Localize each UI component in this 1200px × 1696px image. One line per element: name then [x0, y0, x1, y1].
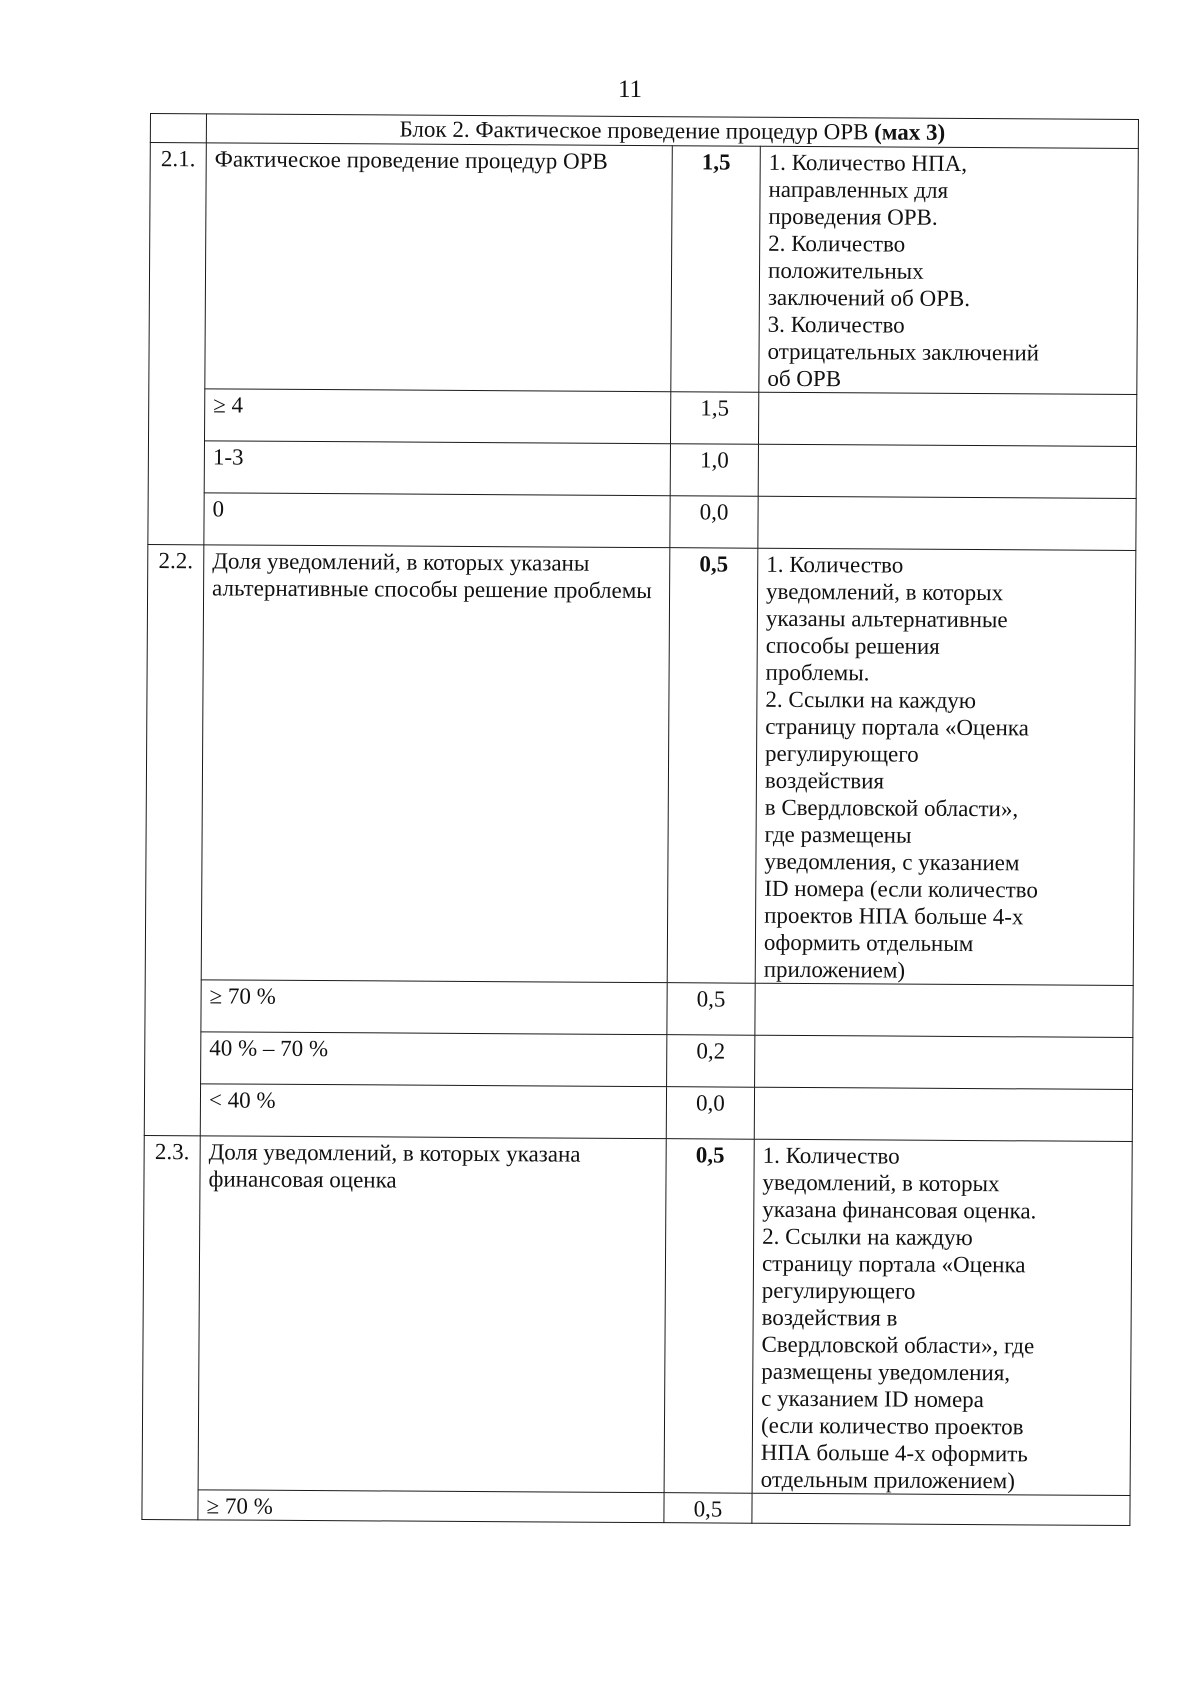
- description-line: 1. Количество: [766, 551, 904, 578]
- indicator-score: 0,5: [667, 548, 758, 984]
- description-line: отрицательных заключений: [767, 338, 1040, 366]
- criteria-score: 1,5: [670, 392, 758, 445]
- description-line: регулирующего: [765, 740, 919, 767]
- criteria-score: 0,2: [667, 1035, 755, 1088]
- criteria-label: < 40 %: [200, 1084, 666, 1139]
- description-line: 1. Количество НПА,: [768, 149, 968, 176]
- block-max: (мах 3): [874, 119, 946, 145]
- description-line: размещены уведомления,: [761, 1358, 1011, 1386]
- criteria-row: [148, 388, 1136, 446]
- indicator-score: 1,5: [671, 146, 761, 393]
- description-line: проведения ОРВ.: [768, 203, 938, 230]
- criteria-empty-cell: [755, 1035, 1133, 1089]
- criteria-score: 0,5: [664, 1493, 752, 1524]
- description-line: уведомлений, в которых: [762, 1169, 1000, 1197]
- criteria-row: [144, 1083, 1132, 1141]
- description-line: проектов НПА больше 4-х: [764, 902, 1024, 930]
- criteria-row: [145, 1031, 1133, 1089]
- description-line: с указанием ID номера: [761, 1385, 985, 1413]
- criteria-empty-cell: [758, 496, 1136, 550]
- description-line: 2. Ссылки на каждую: [762, 1223, 973, 1251]
- criteria-score: 0,0: [670, 496, 758, 549]
- indicator-score: 0,5: [664, 1139, 754, 1494]
- description-line: в Свердловской области»,: [764, 794, 1019, 822]
- criteria-score: 1,0: [670, 444, 758, 497]
- description-line: (если количество проектов: [760, 1412, 1024, 1440]
- criteria-label: ≥ 4: [204, 389, 670, 444]
- indicator-title: Фактическое проведение процедур ОРВ: [205, 143, 672, 392]
- description-line: указаны альтернативные: [765, 605, 1008, 633]
- description-line: 2. Количество: [768, 230, 906, 257]
- description-line: страницу портала «Оценка: [765, 713, 1029, 741]
- description-line: направленных для: [768, 176, 949, 203]
- description-line: воздействия: [764, 767, 885, 794]
- description-line: проблемы.: [765, 659, 870, 686]
- criteria-empty-cell: [758, 392, 1136, 446]
- row-number: 2.1.: [148, 143, 206, 545]
- description-line: способы решения: [765, 632, 940, 659]
- criteria-label: 1-3: [204, 441, 670, 496]
- indicator-title: Доля уведомлений, в которых указаны альтернативные способы решение проблемы: [201, 545, 670, 983]
- criteria-row: [142, 1489, 1130, 1525]
- block-title: Блок 2. Фактическое проведение процедур ОРВ: [399, 116, 869, 145]
- criteria-empty-cell: [755, 983, 1133, 1037]
- indicator-description: [752, 1139, 1132, 1495]
- criteria-label: ≥ 70 %: [201, 980, 667, 1035]
- description-line: регулирующего: [761, 1277, 916, 1304]
- indicator-description: [755, 548, 1136, 985]
- table-row: [142, 1135, 1132, 1495]
- table-row: [145, 544, 1136, 985]
- evaluation-table: [141, 113, 1139, 1526]
- criteria-row: [148, 492, 1136, 550]
- criteria-row: [145, 979, 1133, 1037]
- criteria-label: 40 % – 70 %: [201, 1032, 667, 1087]
- row-number: 2.3.: [142, 1135, 200, 1519]
- page-number: 11: [617, 76, 643, 103]
- description-line: отдельным приложением): [760, 1466, 1015, 1494]
- criteria-empty-cell: [758, 444, 1136, 498]
- criteria-score: 0,0: [666, 1087, 754, 1140]
- description-line: ID номера (если количество: [764, 875, 1038, 903]
- description-line: положительных: [767, 257, 924, 284]
- indicator-title: Доля уведомлений, в которых указана финансовая оценка: [198, 1136, 666, 1493]
- criteria-empty-cell: [752, 1493, 1130, 1525]
- criteria-score: 0,5: [667, 983, 755, 1036]
- description-line: указана финансовая оценка.: [762, 1196, 1037, 1224]
- description-line: 3. Количество: [767, 311, 905, 338]
- description-line: уведомления, с указанием: [764, 848, 1020, 876]
- description-line: НПА больше 4-х оформить: [760, 1439, 1028, 1467]
- description-line: где размещены: [764, 821, 912, 848]
- row-number: 2.2.: [144, 544, 204, 1135]
- description-line: страницу портала «Оценка: [761, 1250, 1026, 1278]
- table-row: [149, 143, 1138, 395]
- description-line: воздействия в: [761, 1304, 898, 1331]
- description-line: уведомлений, в которых: [766, 578, 1004, 606]
- criteria-row: [148, 440, 1136, 498]
- description-line: Свердловской области», где: [761, 1331, 1035, 1359]
- criteria-label: 0: [204, 493, 670, 548]
- description-line: оформить отдельным: [763, 929, 974, 957]
- description-line: 2. Ссылки на каждую: [765, 686, 977, 714]
- block-header-num-cell: [150, 114, 206, 143]
- description-line: об ОРВ: [767, 365, 842, 392]
- description-line: 1. Количество: [762, 1142, 900, 1169]
- criteria-label: ≥ 70 %: [198, 1490, 664, 1523]
- criteria-empty-cell: [754, 1087, 1132, 1141]
- description-line: приложением): [763, 956, 906, 983]
- description-line: заключений об ОРВ.: [767, 284, 971, 312]
- indicator-description: [759, 146, 1139, 394]
